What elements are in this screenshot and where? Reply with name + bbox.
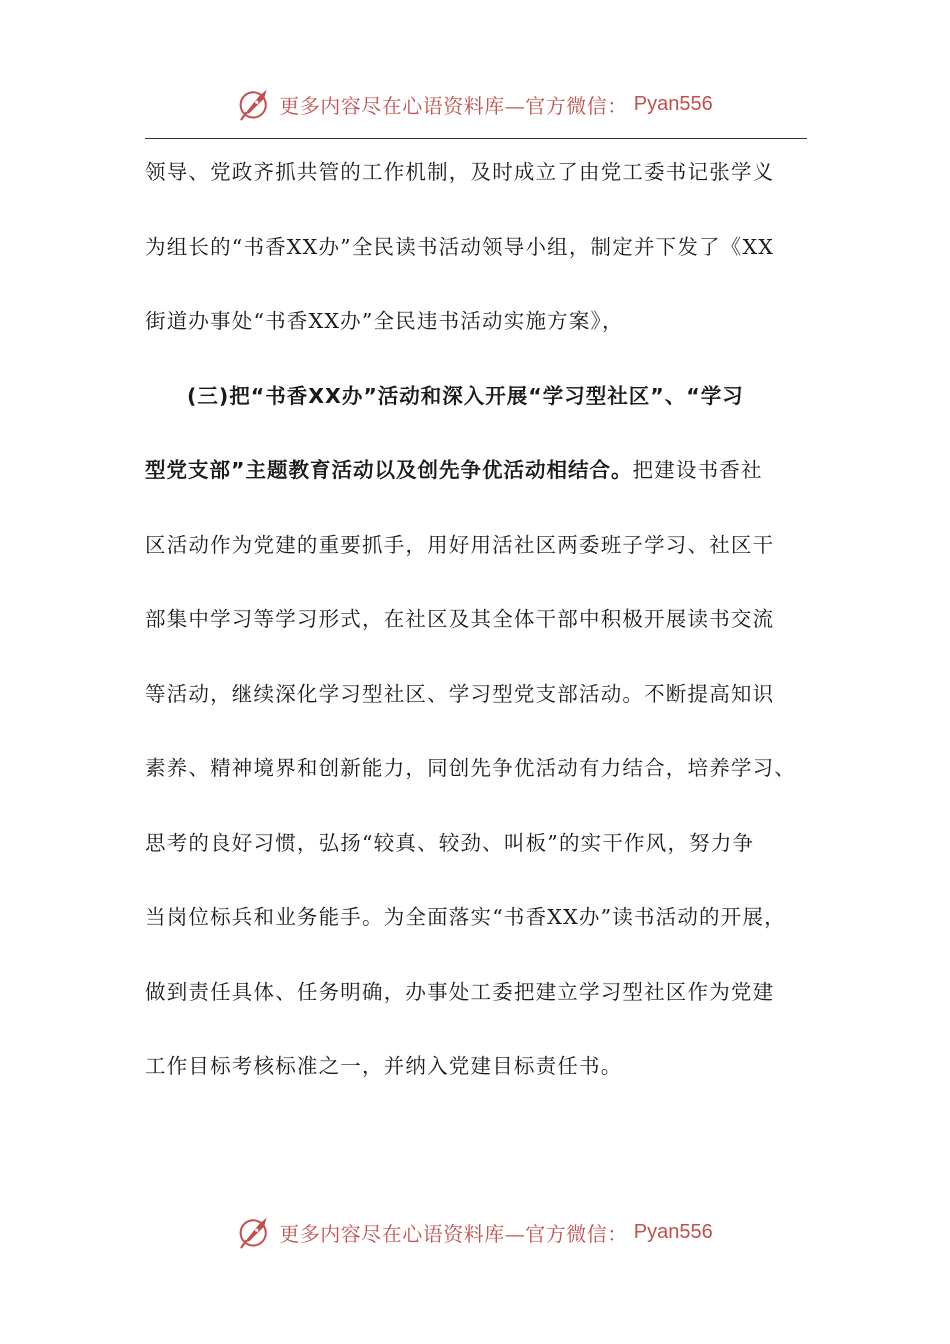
pen-nib-logo-icon: [237, 86, 273, 122]
section-heading-text: (三)把“书香XX办”活动和深入开展“学习型社区”、“学习: [187, 383, 744, 408]
body-line: [145, 595, 815, 670]
body-line: [145, 670, 815, 745]
header-divider: [145, 138, 807, 139]
body-line: [145, 223, 815, 298]
body-line: [145, 744, 815, 819]
page-footer-banner: [0, 1212, 950, 1252]
header-banner-text: 更多内容尽在心语资料库—官方微信：: [279, 93, 628, 118]
footer-banner-text: 更多内容尽在心语资料库—官方微信：: [279, 1221, 628, 1246]
body-line-text: 区活动作为党建的重要抓手，用好用活社区两委班子学习、社区干: [145, 532, 775, 557]
header-wechat-id: Pyan556: [633, 92, 713, 115]
body-line: [145, 446, 815, 521]
body-line-text: 部集中学习等学习形式，在社区及其全体干部中积极开展读书交流: [145, 607, 775, 631]
body-line-text: 等活动，继续深化学习型社区、学习型党支部活动。不断提高知识: [145, 681, 775, 706]
body-line-text: 为组长的“书香XX办”全民读书活动领导小组，制定并下发了《XX: [145, 234, 775, 259]
body-line-text: 领导、党政齐抓共管的工作机制，及时成立了由党工委书记张学义: [145, 160, 775, 184]
footer-wechat-id: Pyan556: [633, 1220, 713, 1243]
section-heading-text: 型党支部”主题教育活动以及创先争优活动相结合。: [145, 458, 633, 482]
section-heading-line: [145, 372, 815, 447]
body-line: [145, 893, 815, 968]
body-line-text: 把建设书香社: [632, 458, 763, 482]
body-line: [145, 1042, 815, 1117]
body-line: [145, 148, 815, 223]
document-body: [145, 148, 815, 1117]
body-line-text: 思考的良好习惯，弘扬“较真、较劲、叫板”的实干作风，努力争: [145, 830, 755, 855]
body-line: [145, 297, 815, 372]
body-line: [145, 521, 815, 596]
page-header-banner: [0, 84, 950, 124]
body-line-text: 街道办事处“书香XX办”全民违书活动实施方案》，: [145, 309, 624, 333]
body-line: [145, 819, 815, 894]
body-line-text: 当岗位标兵和业务能手。为全面落实“书香XX办”读书活动的开展，: [145, 905, 786, 929]
body-line-text: 工作目标考核标准之一，并纳入党建目标责任书。: [145, 1054, 623, 1078]
pen-nib-logo-icon: [237, 1214, 273, 1250]
body-line-text: 做到责任具体、任务明确，办事处工委把建立学习型社区作为党建: [145, 979, 775, 1004]
body-line: [145, 968, 815, 1043]
body-line-text: 素养、精神境界和创新能力，同创先争优活动有力结合，培养学习、: [145, 756, 796, 780]
